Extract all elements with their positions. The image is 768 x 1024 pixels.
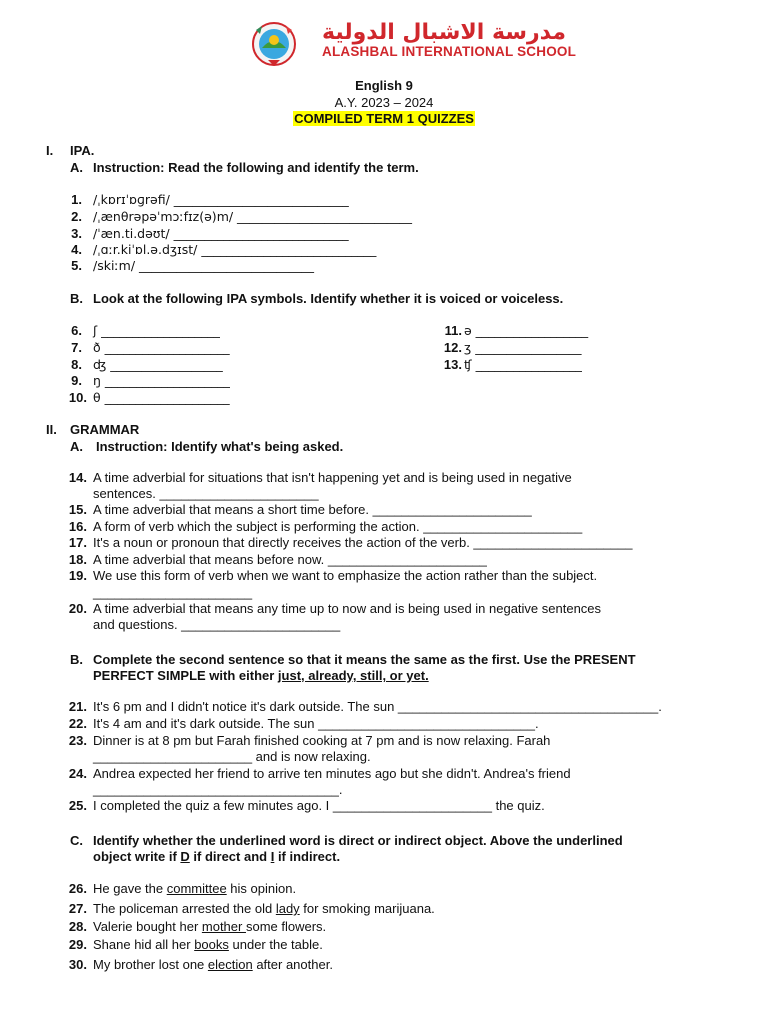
academic-year: A.Y. 2023 – 2024 [334, 95, 434, 110]
part-2b-instruction: Complete the second sentence so that it means the same as the first. Use the PRESENT [93, 652, 636, 667]
question-text [93, 919, 326, 935]
sentence-part: Shane hid all her [93, 937, 195, 952]
question-text-continued: ______________________ and is now relaxing. [93, 749, 371, 764]
sentence-part: for smoking marijuana. [299, 901, 435, 916]
item-number: 2. [71, 209, 82, 224]
part-2b-instruction-line2 [93, 668, 429, 684]
item-number: 15. [68, 502, 87, 517]
sentence-part: He gave the [93, 881, 167, 896]
item-number: 23. [68, 733, 87, 748]
item-number: 29. [68, 937, 87, 952]
item-number: 7. [71, 340, 82, 355]
question-text-continued: and questions. ______________________ [93, 617, 341, 632]
item-number: 27. [68, 901, 87, 916]
section-2-numeral: II. [46, 422, 57, 437]
item-number: 24. [68, 766, 87, 781]
question-text: ð ____________________ [93, 340, 230, 355]
sentence-part: after another. [252, 957, 333, 972]
item-number: 16. [68, 519, 87, 534]
item-number: 11. [444, 323, 462, 338]
sentence-part: The policeman arrested the old [93, 901, 276, 916]
question-text: /skiːm/ ____________________________ [93, 258, 315, 273]
question-text: ə __________________ [464, 323, 589, 338]
sentence-part: under the table. [228, 937, 323, 952]
question-text: /ˌɑːr.kiˈɒl.ə.dʒɪst/ ____________________________ [93, 242, 377, 257]
part-1b-letter: B. [70, 291, 83, 306]
item-number: 10. [68, 390, 87, 405]
question-text-continued: __________________________________. [93, 782, 343, 797]
school-logo [248, 20, 316, 68]
item-number: 6. [71, 323, 82, 338]
item-number: 18. [68, 552, 87, 567]
question-text: A time adverbial for situations that isn't happening yet and is being used in negative [93, 470, 572, 485]
sentence-part: My brother lost one [93, 957, 208, 972]
instruction-text: if direct and [189, 849, 271, 864]
item-number: 8. [71, 357, 82, 372]
question-text: ʃ ___________________ [93, 323, 220, 338]
part-2c-instruction: Identify whether the underlined word is direct or indirect object. Above the underlined [93, 833, 623, 848]
item-number: 17. [68, 535, 87, 550]
part-2a-letter: A. [70, 439, 83, 454]
question-text: θ ____________________ [93, 390, 230, 405]
question-text: Andrea expected her friend to arrive ten minutes ago but she didn't. Andrea's friend [93, 766, 571, 781]
part-1a-instruction: Instruction: Read the following and identify the term. [93, 160, 419, 175]
instruction-text: if indirect. [274, 849, 341, 864]
item-number: 1. [71, 192, 82, 207]
underlined-object: books [194, 937, 229, 952]
item-number: 5. [71, 258, 82, 273]
underlined-object: committee [166, 881, 227, 896]
question-text: A time adverbial that means a short time before. ______________________ [93, 502, 532, 517]
question-text: ŋ ____________________ [93, 373, 230, 388]
item-number: 30. [68, 957, 87, 972]
section-1-title: IPA. [70, 143, 95, 158]
question-text [93, 881, 296, 897]
question-text: /ˌkɒrɪˈɒɡrəfi/ ____________________________ [93, 192, 349, 207]
question-text: It's 6 pm and I didn't notice it's dark outside. The sun ____________________________________. [93, 699, 662, 714]
question-text: ʒ _________________ [464, 340, 582, 355]
question-text-continued: ______________________ [93, 585, 253, 600]
question-text: It's a noun or pronoun that directly receives the action of the verb. ______________________ [93, 535, 633, 550]
subject-title: English 9 [355, 78, 413, 93]
item-number: 28. [68, 919, 87, 934]
question-text: /ˌænθrəpəˈmɔːfɪz(ə)m/ ____________________________ [93, 209, 413, 224]
underlined-object: lady [275, 901, 300, 916]
item-number: 13. [443, 357, 462, 372]
item-number: 22. [68, 716, 87, 731]
question-text: /ˈæn.ti.dəʊt/ ____________________________ [93, 226, 349, 241]
question-text [93, 901, 435, 917]
question-text: A time adverbial that means before now. ______________________ [93, 552, 487, 567]
item-number: 3. [71, 226, 82, 241]
item-number: 19. [68, 568, 87, 583]
item-number: 26. [68, 881, 87, 896]
item-number: 20. [68, 601, 87, 616]
indirect-marker: I [270, 849, 275, 864]
part-2b-letter: B. [70, 652, 83, 667]
adverb-options: just, already, still, or yet. [277, 668, 429, 683]
sentence-part: his opinion. [226, 881, 297, 896]
direct-marker: D [180, 849, 190, 864]
question-text: It's 4 am and it's dark outside. The sun ______________________________. [93, 716, 539, 731]
item-number: 12. [443, 340, 462, 355]
part-2c-instruction-line2 [93, 849, 340, 865]
part-1a-letter: A. [70, 160, 83, 175]
item-number: 21. [68, 699, 87, 714]
question-text: Dinner is at 8 pm but Farah finished cooking at 7 pm and is now relaxing. Farah [93, 733, 551, 748]
instruction-text: object write if [93, 849, 181, 864]
item-number: 9. [71, 373, 82, 388]
sentence-part: Valerie bought her [93, 919, 202, 934]
item-number: 25. [68, 798, 87, 813]
document-title [0, 111, 768, 126]
question-text: ʤ __________________ [93, 357, 223, 372]
question-text: A form of verb which the subject is performing the action. ______________________ [93, 519, 583, 534]
school-name-arabic: مدرسة الاشبال الدولية [322, 20, 566, 45]
question-text-continued: sentences. ______________________ [93, 486, 319, 501]
part-1b-instruction: Look at the following IPA symbols. Identify whether it is voiced or voiceless. [93, 291, 564, 306]
section-2-title: GRAMMAR [70, 422, 140, 437]
question-text: A time adverbial that means any time up to now and is being used in negative sentences [93, 601, 602, 616]
school-name-english: ALASHBAL INTERNATIONAL SCHOOL [322, 44, 577, 59]
item-number: 14. [68, 470, 87, 485]
underlined-object: mother [201, 919, 246, 934]
question-text [93, 937, 323, 953]
section-1-numeral: I. [46, 143, 54, 158]
sentence-part: some flowers. [245, 919, 327, 934]
part-2c-letter: C. [70, 833, 83, 848]
question-text: We use this form of verb when we want to emphasize the action rather than the subject. [93, 568, 598, 583]
document-title-text: COMPILED TERM 1 QUIZZES [294, 111, 474, 126]
question-text [93, 957, 333, 973]
question-text: ʧ _________________ [464, 357, 582, 372]
question-text: I completed the quiz a few minutes ago. I ______________________ the quiz. [93, 798, 545, 813]
item-number: 4. [71, 242, 82, 257]
part-2a-instruction: Instruction: Identify what's being asked. [96, 439, 344, 454]
instruction-text: PERFECT SIMPLE with either [93, 668, 278, 683]
underlined-object: election [207, 957, 253, 972]
